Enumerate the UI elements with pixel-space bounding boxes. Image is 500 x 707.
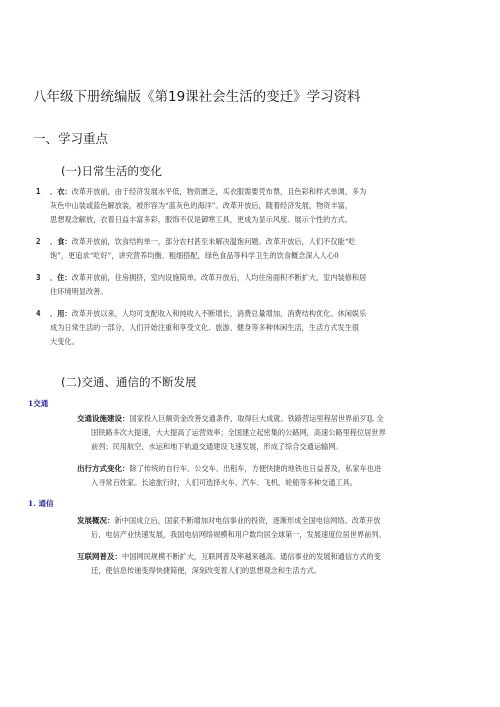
item-text: ．食：改革开放前，饮食结构单一，部分农村甚至未解决温饱问题。改革开放后，人们不仅能“吃 饱”，更追求“吃好”，讲究营养均衡、粗细搭配，绿色食品等科学卫生的饮食概念深入人心0 <box>50 237 356 260</box>
transport-heading: 1交通 <box>28 399 49 408</box>
list-item <box>36 307 446 349</box>
section-heading-key-points: 一、学习重点 <box>33 131 109 146</box>
list-item <box>36 185 446 227</box>
document-title: 八年级下册统编版《第19课社会生活的变迁》学习资料 <box>33 89 361 105</box>
internet-popularization: 互联网普及：中国网民规模不断扩大，互联网普及率越来越高。通信事业的发展和通信方式的变 迁，使信息传递变得快捷简便，深刻改变着人们的思想观念和生活方式。 <box>77 552 381 575</box>
subheading-transport-communication: (二)交通、通信的不断发展 <box>61 375 197 389</box>
item-number: 2 <box>36 237 41 246</box>
travel-mode-change: 出行方式变化：除了传统的自行车、公交车、出租车，方便快捷的地铁也日益普及，私家车也进 入寻常百姓家。长途旅行时，人们可选择火车、汽车、飞机、轮船等多种交通工具。 <box>77 464 382 487</box>
item-number: 4 <box>36 309 41 318</box>
item-number: 3 <box>36 273 41 282</box>
item-text: ．衣：改革开放前，由于经济发展水平低，物资匮乏，买衣服需要凭布票，且色彩和样式单调，多为 灰色中山装或蓝色解放装，被形容为“蓝灰色的海洋”。改革开放后，随着经济发展，物资丰富， 思想观念解放，衣着日益丰富多彩，服饰不仅是御寒工具，更成为显示风度、展示个性的方式。 <box>50 187 367 224</box>
item-number: 1 <box>36 187 41 196</box>
item-text: ．住：改革开放前，住房拥挤，室内设施简单。改革开放后，人均住房面积不断扩大，室内装修和居 住环境明显改善。 <box>50 273 367 296</box>
subheading-daily-life: (一)日常生活的变化 <box>61 164 162 178</box>
item-text: ．用：改革开放以来，人均可支配收入和纯收入不断增长，消费总量增加，消费结构优化。休闲娱乐 成为日常生活的一部分，人们开始注重和享受文化、旅游、健身等多种休闲生活，生活方式发生很 大变化。 <box>50 309 367 346</box>
list-item <box>36 271 446 299</box>
list-item <box>36 235 446 263</box>
transport-infrastructure: 交通设施建设：国家投入巨额资金改善交通条件，取得巨大成就。铁路营运里程居世界前歹IJ, 全 国铁路多次大提速，大大提高了运营效率；全国建立起密集的公路网，高速公路里程位居世界 前列；民用航空、水运和地下轨道交通建设飞速发展，形成了综合交通运输网。 <box>77 414 386 451</box>
communication-overview: 发展概况：新中国成立后，国家不断增加对电信事业的投资，逐渐形成全国电信网络。改革开放 后，电信产业快速发展，我国电信网络规模和用户数均居全球第一，发展速度位居世界前列。 <box>77 516 386 539</box>
communication-heading: 1. 通信 <box>28 499 54 508</box>
daily-life-list <box>36 185 446 357</box>
